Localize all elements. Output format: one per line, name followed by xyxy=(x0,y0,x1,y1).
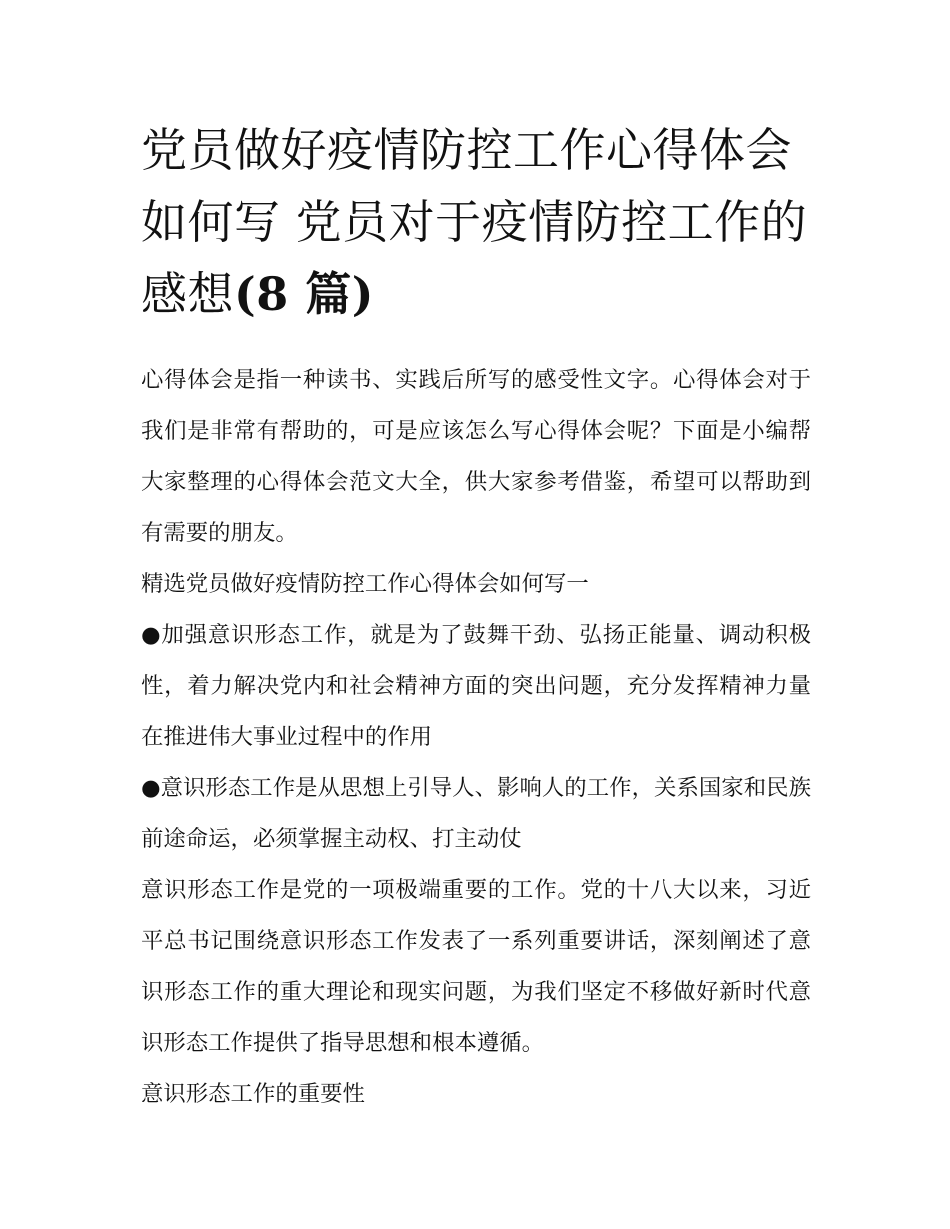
document-title xyxy=(141,114,811,330)
document-body xyxy=(141,355,811,1120)
title-main-text: 党员做好疫情防控工作心得体会如何写 党员对于疫情防控工作的感想 xyxy=(141,123,808,321)
intro-paragraph: 心得体会是指一种读书、实践后所写的感受性文字。心得体会对于我们是非常有帮助的，可是应该怎么写心得体会呢？下面是小编帮大家整理的心得体会范文大全，供大家参考借鉴，希望可以帮助到有需要的朋友。 xyxy=(141,367,811,546)
section-heading: 精选党员做好疫情防控工作心得体会如何写一 xyxy=(141,571,589,597)
bullet-paragraph: ●加强意识形态工作，就是为了鼓舞干劲、弘扬正能量、调动积极性，着力解决党内和社会精神方面的突出问题，充分发挥精神力量在推进伟大事业过程中的作用 xyxy=(141,622,811,750)
bullet-paragraph: ●意识形态工作是从思想上引导人、影响人的工作，关系国家和民族前途命运，必须掌握主动权、打主动仗 xyxy=(141,775,811,852)
subheading-paragraph: 意识形态工作的重要性 xyxy=(141,1081,365,1107)
title-count-text: (8 篇) xyxy=(234,267,375,321)
body-paragraph: 意识形态工作是党的一项极端重要的工作。党的十八大以来，习近平总书记围绕意识形态工作发表了一系列重要讲话，深刻阐述了意识形态工作的重大理论和现实问题，为我们坚定不移做好新时代意识形态工作提供了指导思想和根本遵循。 xyxy=(141,877,811,1056)
